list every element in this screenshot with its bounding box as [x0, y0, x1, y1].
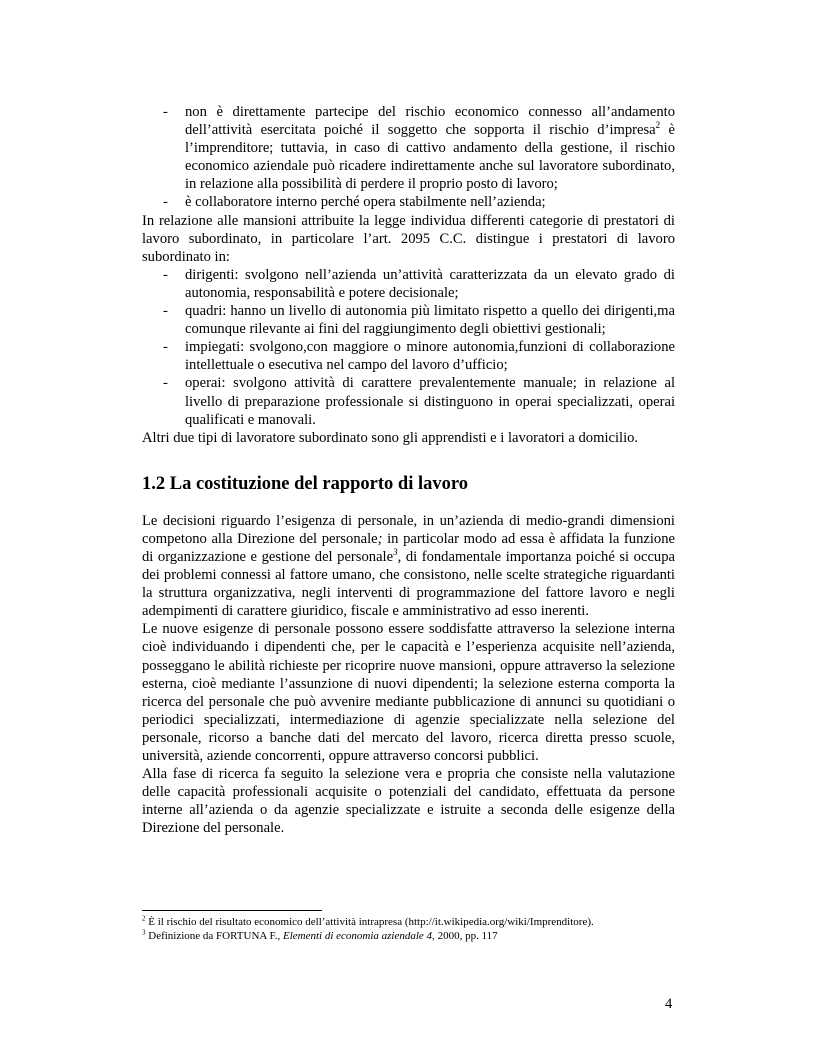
paragraph-categories-intro: In relazione alle mansioni attribuite la legge individua differenti categorie di prestatori di lavoro subordinato, in particolare l’art. 2095 C.C. distingue i prestatori di lavoro subordinato in: [142, 212, 675, 265]
bullet-dash: - [163, 266, 168, 283]
bullet-dash: - [163, 303, 168, 320]
list-item-text: dirigenti: svolgono nell’azienda un’attività caratterizzata da un elevato grado di autonomia, responsabilità e potere decisionale; [185, 266, 675, 301]
bullet-dash: - [163, 339, 168, 356]
para-text: di fondamentale importanza poiché si occupa dei problemi connessi al fattore umano, che consistono, nelle scelte strategiche riguardanti la struttura organizzativa, negli interventi di programmazione del fattore lavoro e negli adempimenti di carattere giuridico, fiscale e amministrativo ad esso inerenti. [142, 548, 675, 620]
bullet-dash: - [163, 375, 168, 392]
page-body [142, 103, 675, 837]
list-item [142, 302, 675, 338]
paragraph-other-types: Altri due tipi di lavoratore subordinato sono gli apprendisti e i lavoratori a domicilio. [142, 429, 639, 446]
paragraph-evaluation: Alla fase di ricerca fa seguito la selezione vera e propria che consiste nella valutazione delle capacità professionali acquisite o potenziali del candidato, effettuata da persone interne all’azienda o da agenzie specializzate e istruite a seconda delle esigenze della Direzione del personale. [142, 766, 675, 837]
footnotes [142, 910, 675, 943]
footnote-2: $^2$ È il rischio del risultato economico dell’attività intrapresa (http://it.wikipedia.org/wiki/Imprenditore). [142, 914, 594, 928]
page-number: 4 [665, 996, 673, 1012]
section-heading: 1.2 La costituzione del rapporto di lavoro [142, 473, 468, 494]
para-semicolon: ; [377, 530, 383, 547]
list-item-text: impiegati: svolgono,con maggiore o minore autonomia,funzioni di collaborazione intellettuale o esecutiva nel campo del lavoro d’ufficio; [185, 339, 675, 374]
footnote-ref-2[interactable]: 2 [655, 120, 661, 131]
bullet-dash: - [163, 194, 168, 211]
paragraph-selection: Le nuove esigenze di personale possono essere soddisfatte attraverso la selezione interna cioè individuando i dipendenti che, per le capacità e l’esperienza acquisite nell’azienda, posseggano le abilità richieste per ricoprire nuove mansioni, oppure attraverso la selezione esterna, cioè mediante l’assunzione di nuovi dipendenti; la selezione esterna comporta la ricerca del personale che può avvenire mediante pubblicazione di annunci su quotidiani o periodici specializzati, intermediazione di agenzie specializzate nella selezione del personale, ricorso a banche dati del mercato del lavoro, ricerca diretta presso scuole, università, aziende concorrenti, oppure attraverso concorsi pubblici. [142, 621, 675, 764]
list-item [142, 374, 675, 428]
list-item-text: operai: svolgono attività di carattere prevalentemente manuale; in relazione al livello di preparazione professionale si distinguono in operai specializzati, operai qualificati e manovali. [185, 375, 675, 428]
footnote-3: $^3$ Definizione da FORTUNA F., Elementi di economia aziendale 4, 2000, pp. 117 [142, 928, 498, 942]
paragraph-personnel-direction [142, 512, 675, 621]
para-comma: , [397, 548, 402, 565]
footnote-ref-3[interactable]: 3 [393, 547, 398, 558]
list-item [142, 103, 675, 193]
worker-categories-list [142, 266, 675, 429]
list-item-text: è collaboratore interno perché opera stabilmente nell’azienda; [185, 194, 546, 211]
list-item [142, 338, 675, 374]
bullet-dash: - [163, 104, 168, 120]
worker-traits-list [142, 103, 675, 212]
para-text: Le decisioni riguardo l’esigenza di personale, in un’azienda di medio-grandi dimensioni competono alla Direzione del personale [142, 512, 675, 547]
para-text: in particolar modo ad essa è affidata la funzione di organizzazione e gestione del personale [142, 530, 675, 565]
book-title: Elementi di economia aziendale 4, [282, 930, 435, 942]
list-item-text: quadri: hanno un livello di autonomia più limitato rispetto a quello dei dirigenti,ma comunque rilevante ai fini del raggiungimento degli obiettivi gestionali; [185, 303, 675, 338]
footnote-rule [142, 910, 322, 911]
list-item-text: non è direttamente partecipe del rischio economico connesso all’andamento dell’attività esercitata poiché il soggetto che sopporta il rischio d’impresa [185, 104, 675, 139]
list-item-text-cont: è l’imprenditore; tuttavia, in caso di cattivo andamento della gestione, il rischio economico aziendale può ricadere indirettamente anche sul lavoratore subordinato, in relazione alla possibilità di perdere il proprio posto di lavoro; [185, 122, 675, 193]
list-item [142, 193, 675, 211]
list-item [142, 266, 675, 302]
